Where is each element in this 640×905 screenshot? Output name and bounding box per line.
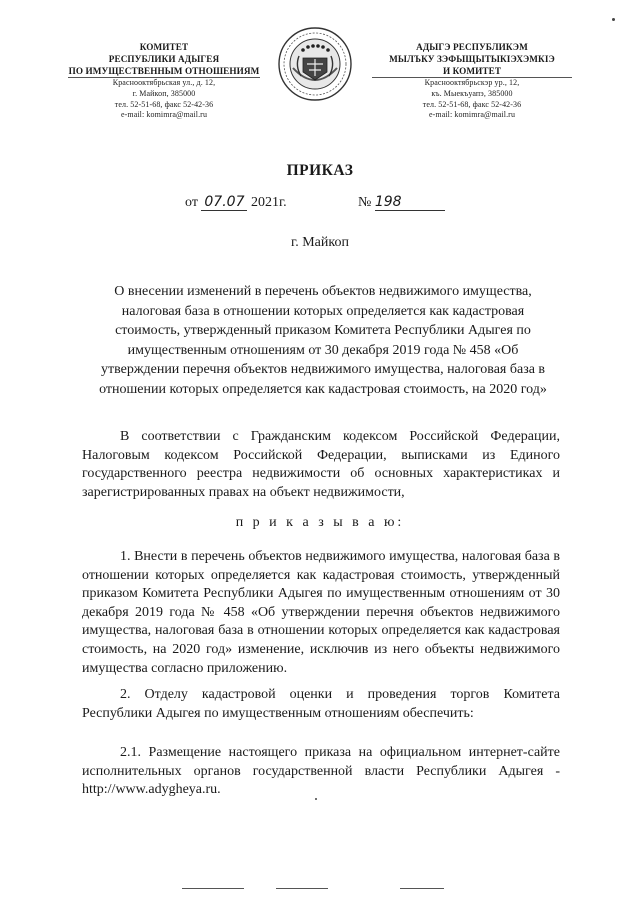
org-name-line: МЫЛЪКУ ЗЭФЫЩЫТЫКІЭХЭМКІЭ [389, 53, 555, 64]
order-item-2-1: 2.1. Размещение настоящего приказа на официальном интернет-сайте исполнительных органов государственной власти Республики Адыгея - http://www.adygheya.ru. [82, 745, 560, 798]
legal-basis-paragraph: В соответствии с Гражданским кодексом Российской Федерации, Налоговым кодексом Российской Федерации, выписками из Единого государственного реестра недвижимости об основных характеристиках и зарегистрированных правах на объект недвижимости, [82, 429, 560, 500]
date-year: 2021г. [250, 195, 287, 210]
footer-rule [182, 888, 244, 889]
handwritten-number: 198 [375, 194, 445, 211]
handwritten-date: 07.07 [201, 194, 247, 211]
org-name-line: ПО ИМУЩЕСТВЕННЫМ ОТНОШЕНИЯМ [68, 66, 260, 79]
footer-rule [276, 888, 328, 889]
order-word: п р и к а з ы в а ю: [235, 515, 405, 530]
date-prefix: от [185, 195, 198, 210]
phone-line: тел. 52-51-68, факс 52-42-36 [422, 99, 522, 109]
email-line: e-mail: komimra@mail.ru [428, 110, 516, 120]
org-name-line: И КОМИТЕТ [372, 66, 572, 79]
address-line: Краснооктябрьская ул., д. 12, [112, 78, 216, 88]
order-item-2: 2. Отделу кадастровой оценки и проведения торгов Комитета Республики Адыгея по имущественным отношениям обеспечить: [82, 687, 560, 721]
scan-mark [612, 18, 615, 21]
coat-of-arms-emblem [277, 26, 353, 102]
scan-mark [315, 798, 317, 800]
org-name-line: КОМИТЕТ [139, 42, 189, 52]
header-left-block [68, 42, 260, 121]
document-title: ПРИКАЗ [286, 162, 354, 179]
email-line: e-mail: komimra@mail.ru [120, 110, 208, 120]
number-prefix: № [358, 195, 372, 210]
footer-rule [400, 888, 444, 889]
address-line: къ. Мыекъуапэ, 385000 [431, 88, 513, 98]
order-subject: О внесении изменений в перечень объектов недвижимого имущества, налоговая база в отношении которых определяется как кадастровая стоимость, утвержденный приказом Комитета Республики Адыгея по имущественным отношениям от 30 декабря 2019 года № 458 «Об утверждении перечня объектов недвижимого имущества, налоговая база в отношении которых определяется как кадастровая стоимость, на 2020 год» [99, 284, 547, 397]
order-item-1: 1. Внести в перечень объектов недвижимого имущества, налоговая база в отношении которых определяется как кадастровая стоимость, утвержденный приказом Комитета Республики Адыгея по имущественным отношениям от 30 декабря 2019 года № 458 «Об утверждении перечня объектов недвижимого имущества, налоговая база в отношении которых определяется как кадастровая стоимость, на 2020 год» изменение, исключив из него объекты недвижимого имущества согласно приложению. [82, 549, 560, 676]
header-right-block [372, 42, 572, 121]
org-name-line: РЕСПУБЛИКИ АДЫГЕЯ [108, 53, 220, 64]
org-name-line: АДЫГЭ РЕСПУБЛИКЭМ [416, 42, 528, 52]
phone-line: тел. 52-51-68, факс 52-42-36 [114, 99, 214, 109]
address-line: Краснооктябрьскэр ур., 12, [424, 78, 520, 88]
city-line: г. Майкоп [291, 235, 349, 250]
order-number-field [358, 194, 445, 211]
date-field [185, 194, 287, 211]
address-line: г. Майкоп, 385000 [132, 88, 196, 98]
